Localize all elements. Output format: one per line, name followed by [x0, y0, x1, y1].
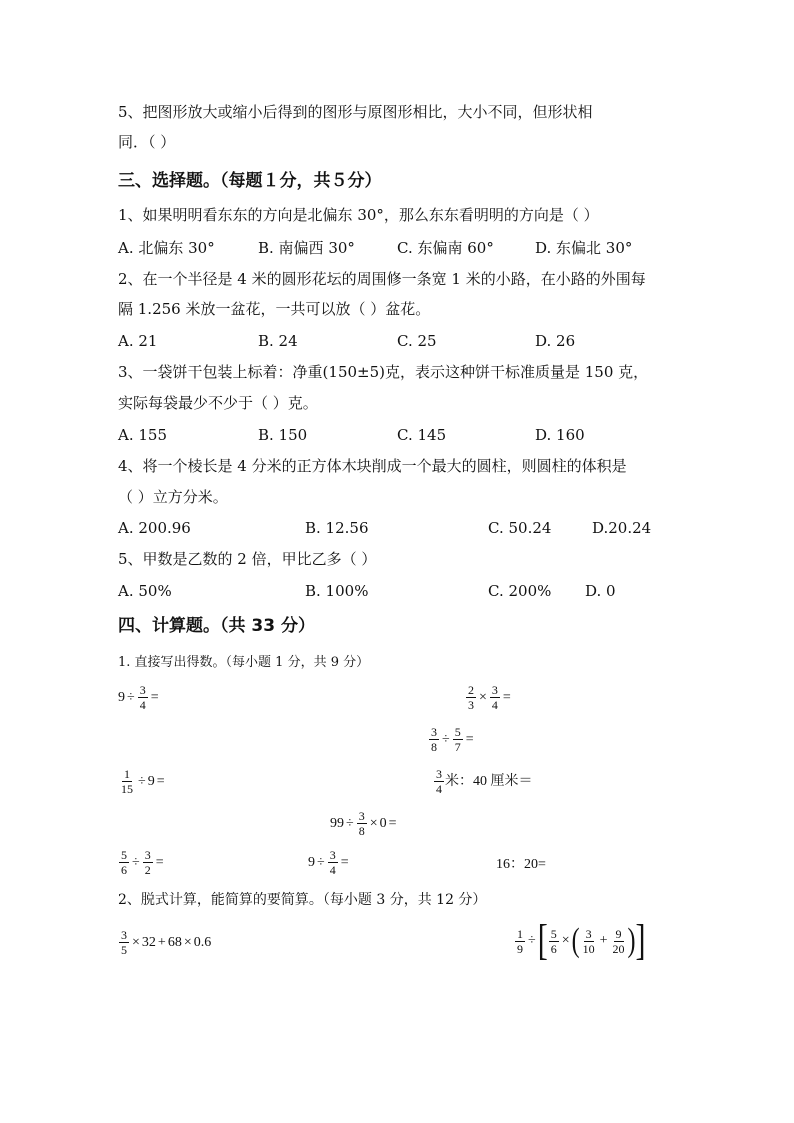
expr-3-4-meter-ratio: 3 4 米：40 厘米＝: [436, 767, 533, 796]
expr-3-8-div-5-7: $\frac{3}{8}$ ÷ $\frac{5}{7}$ =: [431, 725, 474, 754]
s3-q5-option-b: B. 100%: [305, 582, 369, 600]
s3-q2-option-c: C. 25: [397, 332, 437, 350]
s3-q1-option-c: C. 东偏南 60°: [397, 239, 494, 257]
fraction: $\frac{5}{6}$: [550, 926, 557, 956]
s3-q3-option-d: D. 160: [535, 426, 585, 444]
s3-q5-option-d: D. 0: [585, 582, 616, 600]
expr-1-15-div-9: $\frac{1}{15}$ ÷ 9 =: [121, 767, 165, 796]
fraction: 3 4: [436, 767, 442, 796]
s3-q1-text: 1、如果明明看东东的方向是北偏东 30°，那么东东看明明的方向是（ ）: [118, 206, 599, 224]
fraction: $\frac{3}{5}$: [121, 928, 127, 957]
expr-5-6-div-3-2: $\frac{5}{6}$ ÷ $\frac{3}{2}$ =: [121, 848, 164, 877]
fraction: $\frac{5}{6}$: [121, 848, 127, 877]
right-square-bracket: ]: [635, 916, 646, 965]
s3-q4-line2: （ ）立方分米。: [118, 488, 228, 506]
left-square-bracket: [: [537, 916, 548, 965]
expr-9-div-3-4: 9 ÷ $\frac{3}{4}$ =: [118, 683, 159, 712]
s3-q5-option-c: C. 200%: [488, 582, 552, 600]
s3-q4-option-b: B. 12.56: [305, 519, 369, 537]
s3-q3-line2: 实际每袋最少不少于（ ）克。: [118, 394, 318, 412]
s3-q2-option-a: A. 21: [118, 332, 158, 350]
section4-title: 四、计算题。（共 33 分）: [118, 616, 315, 636]
left-parenthesis: (: [571, 922, 580, 960]
s3-q4-option-a: A. 200.96: [118, 519, 191, 537]
s4-sub1-heading: 1. 直接写出得数。（每小题 1 分，共 9 分）: [118, 655, 370, 670]
fraction: $\frac{3}{8}$: [358, 809, 365, 838]
s3-q1-option-d: D. 东偏北 30°: [535, 239, 633, 257]
fraction: $\frac{3}{4}$: [139, 683, 146, 712]
expr-bracket-calculation: $\frac{1}{9}$ ÷ [ $\frac{5}{6}$ × ( 3 10 + $\frac{9}{20}$ ) ]: [517, 916, 646, 965]
s3-q3-option-c: C. 145: [397, 426, 447, 444]
expr-16-20-ratio: 16：20=: [496, 857, 546, 872]
fraction: $\frac{3}{8}$: [431, 725, 437, 754]
fraction: 3 10: [582, 926, 595, 956]
s3-q5-option-a: A. 50%: [118, 582, 172, 600]
s3-q5-text: 5、甲数是乙数的 2 倍，甲比乙多（ ）: [118, 550, 377, 568]
expr-3-5-times-32-plus-68-times-0-6: $\frac{3}{5}$ × 32 + 68 × 0.6: [121, 928, 212, 957]
fraction: $\frac{5}{7}$: [454, 725, 461, 754]
s3-q2-option-b: B. 24: [258, 332, 298, 350]
s3-q3-option-b: B. 150: [258, 426, 308, 444]
right-parenthesis: ): [627, 922, 636, 960]
s3-q1-option-a: A. 北偏东 30°: [118, 239, 215, 257]
expr-9-div-3-4-second: 9 ÷ $\frac{3}{4}$ =: [308, 848, 349, 877]
fraction: $\frac{1}{9}$: [517, 926, 523, 956]
section3-title: 三、选择题。（每题１分，共５分）: [118, 171, 382, 191]
s3-q2-line2: 隔 1.256 米放一盆花，一共可以放（ ）盆花。: [118, 300, 431, 318]
s3-q2-line1: 2、在一个半径是 4 米的圆形花坛的周围修一条宽 1 米的小路，在小路的外围每: [118, 270, 646, 288]
fraction: $\frac{9}{20}$: [612, 926, 625, 956]
fraction: $\frac{3}{2}$: [144, 848, 151, 877]
s3-q4-line1: 4、将一个棱长是 4 分米的正方体木块削成一个最大的圆柱，则圆柱的体积是: [118, 457, 627, 475]
expr-2-3-times-3-4: $\frac{2}{3}$ × $\frac{3}{4}$ =: [468, 683, 511, 712]
q5-judge-line1: 5、把图形放大或缩小后得到的图形与原图形相比，大小不同，但形状相: [118, 103, 593, 121]
s3-q4-option-d: D.20.24: [592, 519, 652, 537]
s3-q3-line1: 3、一袋饼干包装上标着：净重(150±5)克，表示这种饼干标准质量是 150 克，: [118, 363, 649, 381]
s3-q3-option-a: A. 155: [118, 426, 167, 444]
fraction: $\frac{3}{4}$: [329, 848, 336, 877]
s3-q1-option-b: B. 南偏西 30°: [258, 239, 355, 257]
fraction: $\frac{1}{15}$: [121, 767, 133, 796]
fraction: $\frac{2}{3}$: [468, 683, 474, 712]
s3-q4-option-c: C. 50.24: [488, 519, 552, 537]
fraction: $\frac{3}{4}$: [491, 683, 498, 712]
s4-sub2-heading: 2、脱式计算，能简算的要简算。（每小题 3 分，共 12 分）: [118, 892, 487, 908]
q5-judge-line2: 同．（ ）: [118, 133, 176, 151]
s3-q2-option-d: D. 26: [535, 332, 576, 350]
expr-99-div-3-8-times-0: 99 ÷ $\frac{3}{8}$ × 0 =: [330, 809, 397, 838]
